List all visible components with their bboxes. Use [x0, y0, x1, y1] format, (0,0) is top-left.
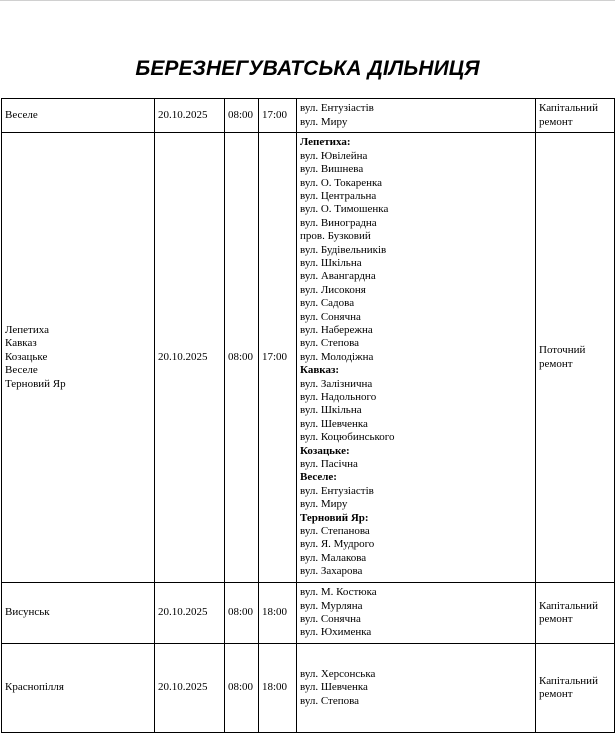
settlement-heading: Веселе:: [300, 471, 337, 484]
locations-cell: [2, 644, 155, 733]
location-name: Терновий Яр: [5, 377, 66, 390]
street-name: вул. Лисоконя: [300, 283, 366, 296]
table-row: [2, 99, 615, 133]
street-name: вул. Центральна: [300, 189, 377, 202]
table-row: [2, 644, 615, 733]
settlement-heading: Козацьке:: [300, 444, 350, 457]
street-name: вул. Набережна: [300, 323, 373, 336]
location-name: Козацьке: [5, 350, 48, 363]
streets-cell: [297, 583, 536, 644]
date-cell: 20.10.2025: [155, 133, 225, 583]
street-name: вул. Юхименка: [300, 626, 372, 639]
locations-cell: [2, 99, 155, 133]
street-name: вул. Пасічна: [300, 458, 358, 471]
locations-cell: [2, 133, 155, 583]
street-name: вул. Шкільна: [300, 404, 362, 417]
street-name: вул. Молодіжна: [300, 350, 374, 363]
street-name: вул. Миру: [300, 498, 348, 511]
street-name: вул. Миру: [300, 115, 348, 128]
start-time-cell: 08:00: [225, 133, 259, 583]
top-divider: [0, 0, 615, 1]
street-name: вул. О. Тимошенка: [300, 203, 389, 216]
location-name: Веселе: [5, 364, 38, 377]
street-name: вул. Ювілейна: [300, 149, 368, 162]
street-name: вул. Ентузіастів: [300, 484, 374, 497]
page-title: БЕРЕЗНЕГУВАТСЬКА ДІЛЬНИЦЯ: [135, 57, 480, 80]
table-body: [2, 99, 615, 733]
repair-type-cell: Капітальний ремонт: [536, 583, 615, 644]
start-time-cell: 08:00: [225, 99, 259, 133]
location-name: Кавказ: [5, 337, 37, 350]
date-cell: 20.10.2025: [155, 99, 225, 133]
street-name: вул. Степанова: [300, 525, 370, 538]
location-name: Лепетиха: [5, 323, 49, 336]
table-row: [2, 133, 615, 583]
date-cell: 20.10.2025: [155, 644, 225, 733]
locations-cell: [2, 583, 155, 644]
repair-type-cell: Поточний ремонт: [536, 133, 615, 583]
street-name: вул. Малакова: [300, 551, 367, 564]
street-name: вул. Садова: [300, 297, 355, 310]
street-name: вул. Будівельників: [300, 243, 387, 256]
street-name: вул. Надольного: [300, 391, 377, 404]
location-name: Веселе: [5, 108, 38, 121]
end-time-cell: 18:00: [259, 644, 297, 733]
street-name: вул. Залізнична: [300, 377, 373, 390]
street-name: вул. Вишнева: [300, 163, 364, 176]
settlement-heading: Терновий Яр:: [300, 511, 369, 524]
repair-type-cell: Капітальний ремонт: [536, 644, 615, 733]
streets-cell: [297, 133, 536, 583]
repair-type-cell: Капітальний ремонт: [536, 99, 615, 133]
street-name: вул. Степова: [300, 694, 360, 707]
street-name: вул. М. Костюка: [300, 586, 377, 599]
location-name: Краснопілля: [5, 681, 64, 694]
start-time-cell: 08:00: [225, 583, 259, 644]
street-name: вул. Мурляна: [300, 599, 363, 612]
settlement-heading: Лепетиха:: [300, 136, 351, 149]
street-name: вул. Я. Мудрого: [300, 538, 375, 551]
start-time-cell: 08:00: [225, 644, 259, 733]
street-name: вул. Сонячна: [300, 613, 361, 625]
end-time-cell: 17:00: [259, 133, 297, 583]
table-row: [2, 583, 615, 644]
street-name: вул. Сонячна: [300, 310, 361, 323]
street-name: вул. Шкільна: [300, 256, 362, 269]
street-name: вул. Шевченка: [300, 681, 368, 694]
outage-schedule-table: [1, 98, 615, 733]
street-name: пров. Бузковий: [300, 230, 371, 243]
end-time-cell: 17:00: [259, 99, 297, 133]
street-name: вул. Захарова: [300, 565, 363, 578]
date-cell: 20.10.2025: [155, 583, 225, 644]
street-name: вул. Авангардна: [300, 270, 376, 283]
street-name: вул. Виноградна: [300, 216, 377, 229]
settlement-heading: Кавказ:: [300, 364, 340, 377]
end-time-cell: 18:00: [259, 583, 297, 644]
street-name: вул. Коцюбинського: [300, 431, 395, 444]
street-name: вул. Ентузіастів: [300, 102, 374, 115]
streets-cell: [297, 99, 536, 133]
street-name: вул. Степова: [300, 337, 360, 350]
street-name: вул. О. Токаренка: [300, 176, 383, 189]
street-name: вул. Херсонська: [300, 667, 376, 680]
street-name: вул. Шевченка: [300, 417, 368, 430]
location-name: Висунськ: [5, 606, 50, 619]
streets-cell: [297, 644, 536, 733]
